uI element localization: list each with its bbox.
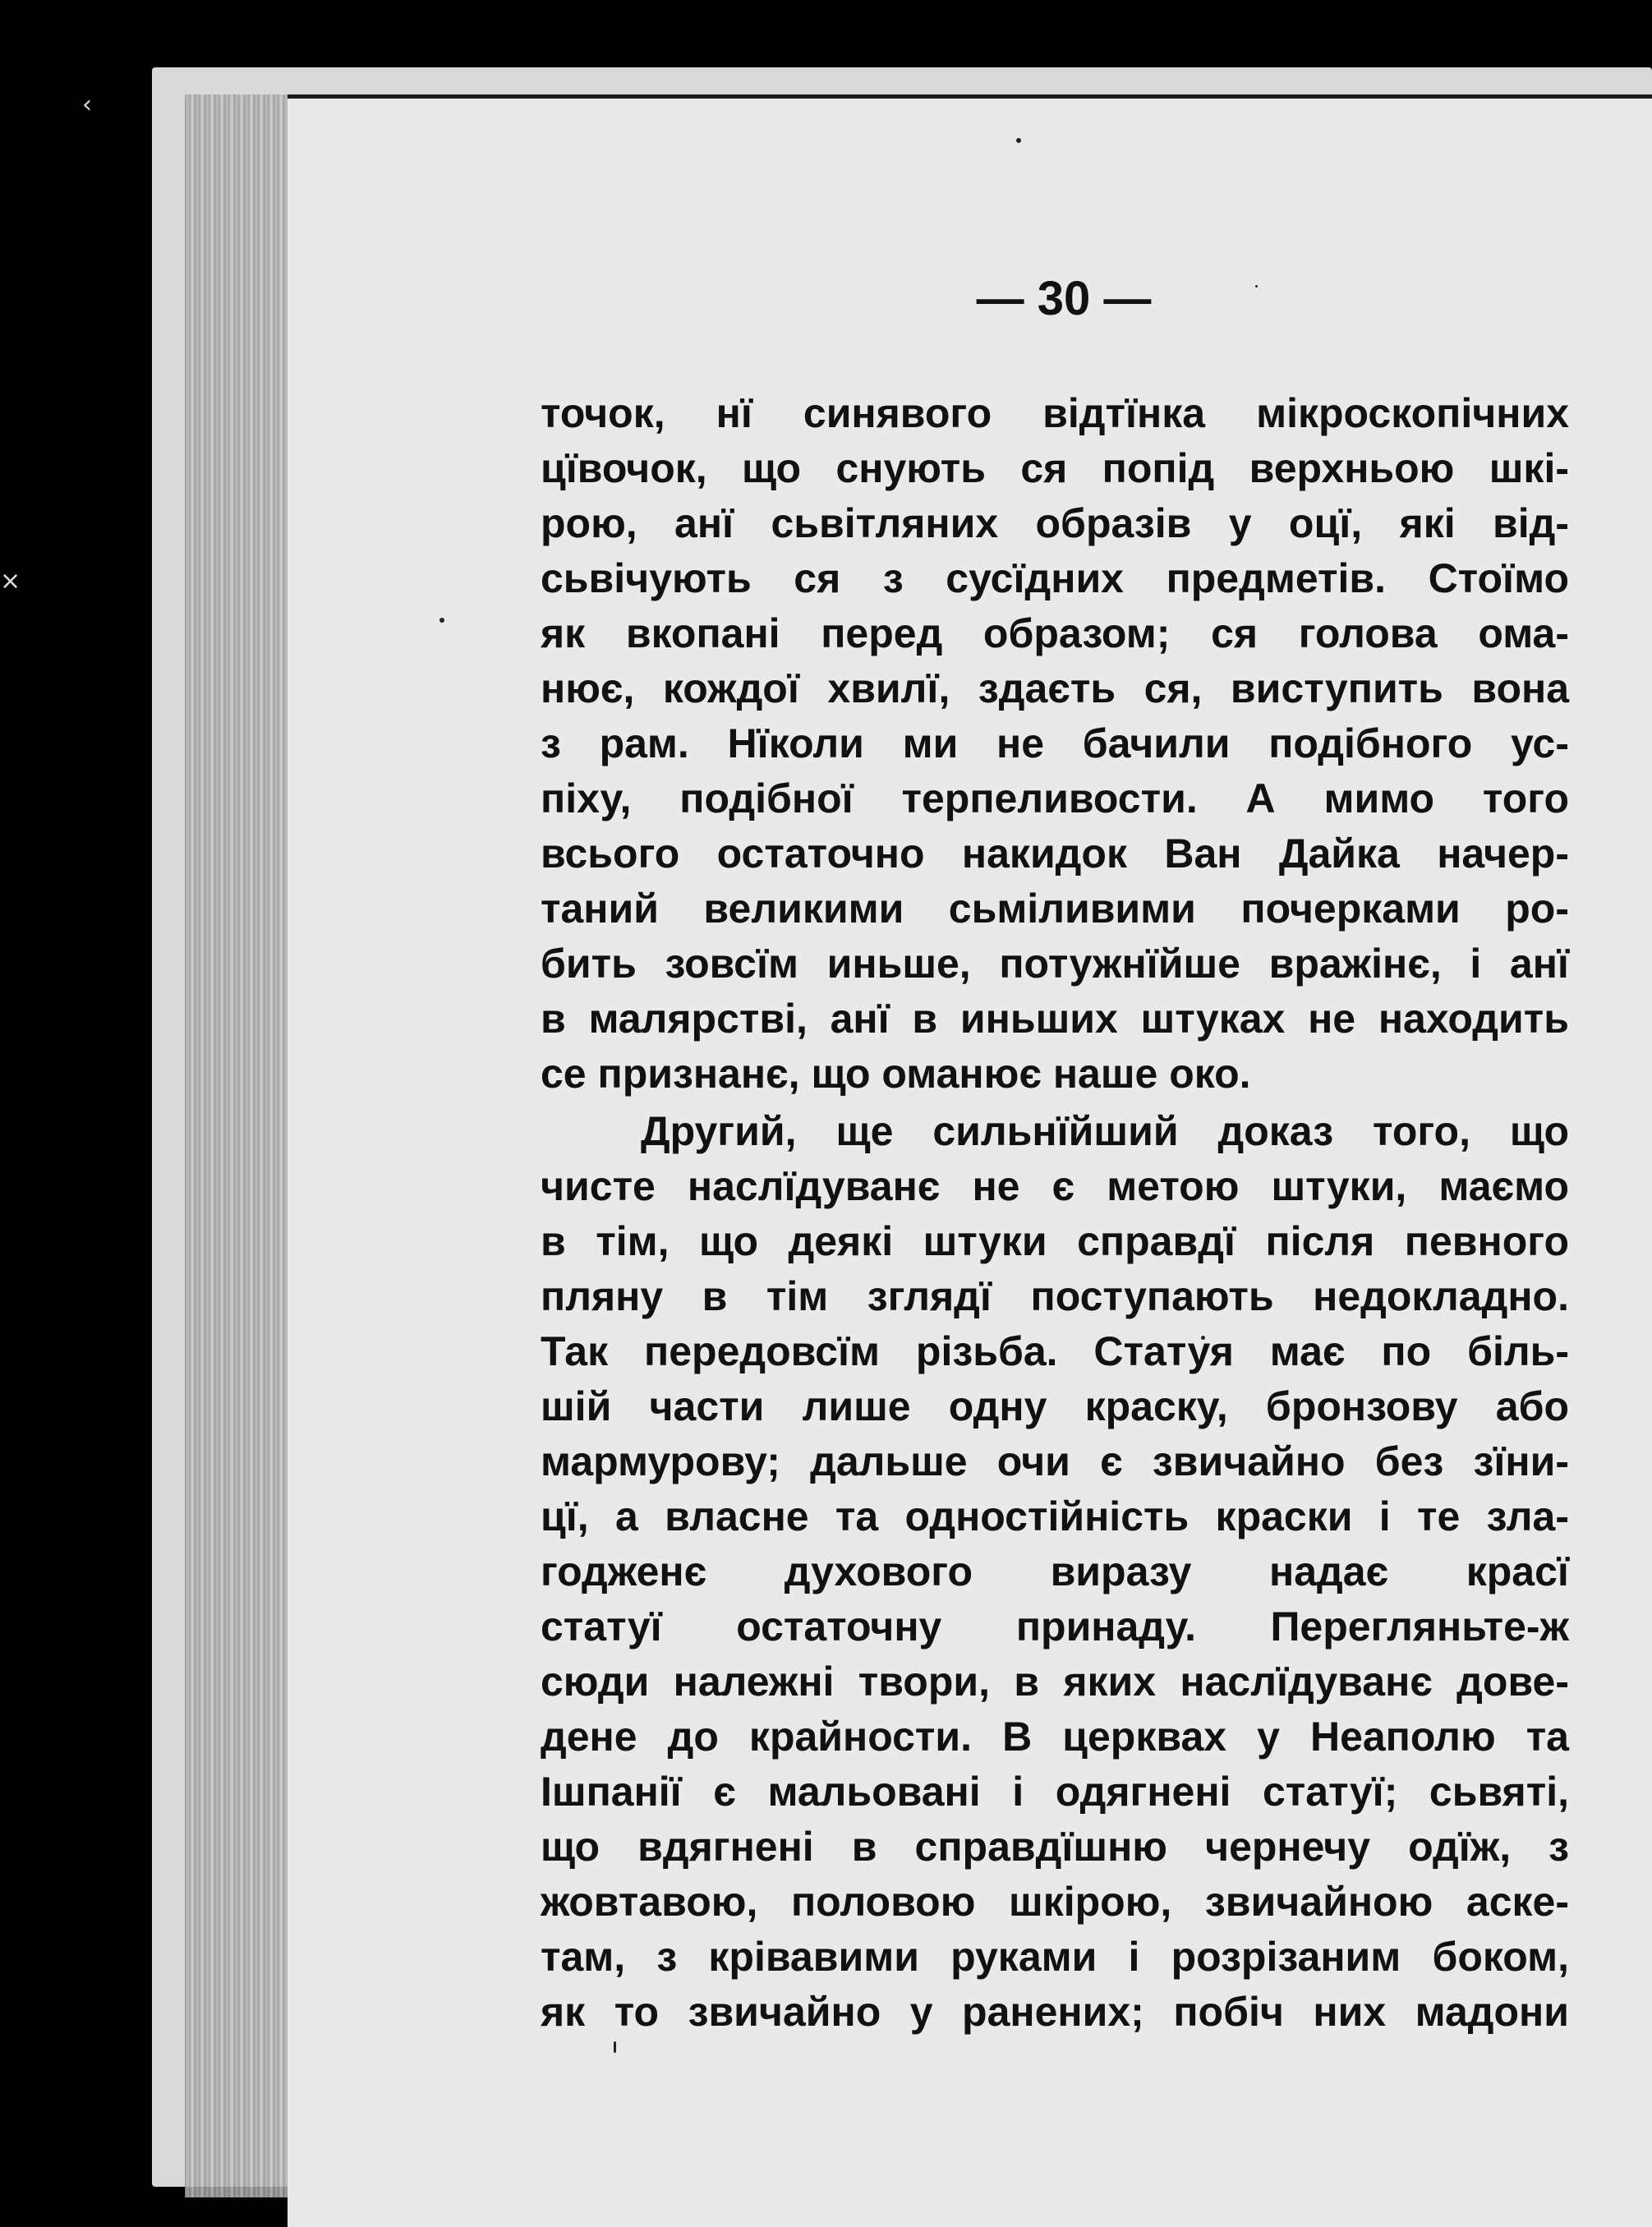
text-line: цївочок, що снують ся попід верхньою шкі- <box>541 445 1569 491</box>
text-line: там, з крівавими руками і розрізаним боком, <box>541 1934 1569 1980</box>
text-line: нює, кождої хвилї, здаєть ся, виступить вона <box>541 665 1569 711</box>
text-line: мармурову; дальше очи є звичайно без зїни- <box>541 1438 1569 1484</box>
text-line: дене до крайности. В церквах у Неаполю та <box>541 1714 1569 1760</box>
text-line: з рам. Нїколи ми не бачили подібного ус- <box>541 720 1569 766</box>
text-line: Ішпанії є мальовані і одягнені статуї; сьвяті, <box>541 1769 1569 1815</box>
text-line: всього остаточно накидок Ван Дайка начер- <box>541 831 1569 877</box>
text-line: цї, а власне та одностійність краски і те зла- <box>541 1493 1569 1539</box>
text-line: Другий, ще сильнїйший доказ того, що <box>641 1108 1569 1154</box>
page-number: — 30 — <box>976 272 1152 325</box>
text-line: пляну в тім зглядї поступають недокладно. <box>541 1273 1569 1319</box>
text-line: в малярстві, анї в иньших штуках не находить <box>541 996 1569 1042</box>
text-line: точок, нї синявого відтїнка мікроскопічних <box>541 390 1569 436</box>
text-line: годженє духового виразу надає красї <box>541 1548 1569 1594</box>
text-line: статуї остаточну принаду. Перегляньте-ж <box>541 1604 1569 1650</box>
text-line: шій части лише одну краску, бронзову або <box>541 1383 1569 1429</box>
text-line: сюди належні твори, в яких наслїдуванє дове- <box>541 1659 1569 1705</box>
text-line: сьвічують ся з сусїдних предметів. Стоїмо <box>541 555 1569 601</box>
speck <box>1255 285 1258 288</box>
text-line: жовтавою, половою шкірою, звичайною аске- <box>541 1879 1569 1925</box>
scan-mark: ‹ <box>82 90 92 119</box>
text-line: рою, анї сьвітляних образів у оцї, які від- <box>541 500 1569 546</box>
text-line: таний великими сьміливими почерками ро- <box>541 886 1569 932</box>
text-line: як вкопані перед образом; ся голова ома- <box>541 610 1569 656</box>
speck <box>439 618 444 623</box>
text-line: Так передовсїм різьба. Статуя має по біль- <box>541 1328 1569 1374</box>
text-line: піху, подібної терпеливости. А мимо того <box>541 775 1569 821</box>
page-edges <box>185 94 292 2197</box>
speck <box>1016 138 1021 143</box>
text-line: бить зовсїм иньше, потужнїйше вражінє, і анї <box>541 941 1569 987</box>
text-line: що вдягнені в справдїшню чернечу одїж, з <box>541 1824 1569 1870</box>
text-line: се признанє, що оманює наше око. <box>541 1051 1251 1097</box>
text-line: чисте наслїдуванє не є метою штуки, маємо <box>541 1163 1569 1209</box>
text-line: як то звичайно у ранених; побіч них мадони <box>541 1989 1569 2035</box>
scan-mark: × <box>0 567 21 596</box>
speck <box>614 2041 616 2053</box>
text-line: в тім, що деякі штуки справдї після певного <box>541 1218 1569 1264</box>
